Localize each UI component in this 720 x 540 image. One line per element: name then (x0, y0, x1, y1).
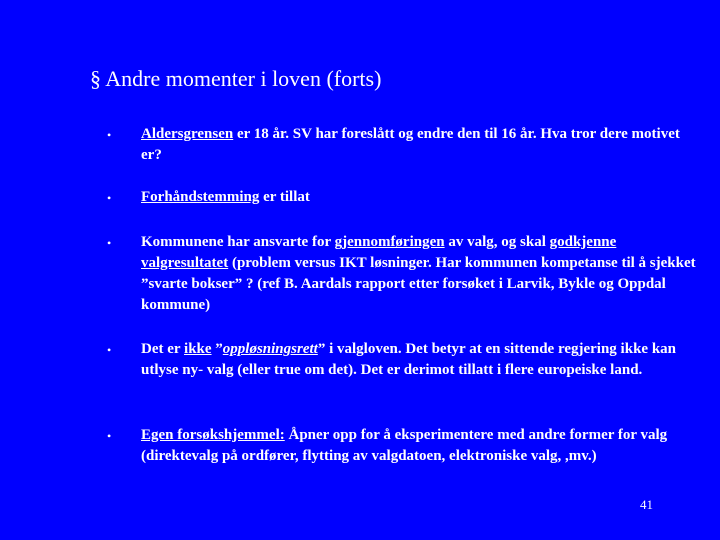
slide-title: § Andre momenter i loven (forts) (90, 66, 382, 91)
text-run: Kommunene har ansvarte for (141, 234, 335, 250)
bullet-icon: • (107, 429, 112, 443)
text-run: er 18 år. SV har foreslått og endre den til 16 år. Hva tror dere motivet er? (141, 126, 680, 163)
text-run: Det er (141, 341, 185, 357)
bullet-text (141, 425, 701, 467)
text-run: ” (211, 341, 223, 357)
text-run: av valg, og skal (444, 234, 550, 250)
bullet-icon: • (107, 236, 112, 250)
emphasized-term: Aldersgrensen (141, 126, 234, 142)
text-run: ” i valgloven. Det betyr at en sittende regjering ikke kan utlyse ny- valg (eller true om det). Det er derimot tillatt i flere europeiske land. (141, 341, 676, 378)
text-run: (problem versus IKT løsninger. Har kommunen kompetanse til å sjekket ”svarte bokser” ? (ref B. Aardals rapport etter forsøket i Larvik, Bykle og Oppdal kommune) (141, 255, 696, 313)
emphasized-term: gjennomføringen (334, 234, 445, 250)
bullet-text (141, 124, 701, 166)
bullet-text (141, 187, 701, 208)
bullet-icon: • (107, 128, 112, 142)
emphasized-term: ikke (184, 341, 212, 357)
text-run: Åpner opp for å eksperimentere med andre former for valg (direktevalg på ordfører, flytting av valgdatoen, elektroniske valg, ,mv.) (141, 427, 668, 464)
text-run: er tillat (259, 189, 310, 205)
bullet-text (141, 339, 701, 381)
page-number: 41 (640, 497, 653, 512)
emphasized-term: oppløsningsrett (222, 341, 318, 357)
bullet-icon: • (107, 191, 112, 205)
bullet-icon: • (107, 343, 112, 357)
emphasized-term: godkjenne valgresultatet (141, 234, 617, 271)
emphasized-term: Egen forsøkshjemmel: (141, 427, 285, 443)
emphasized-term: Forhåndstemming (141, 189, 260, 205)
bullet-text (141, 232, 701, 316)
